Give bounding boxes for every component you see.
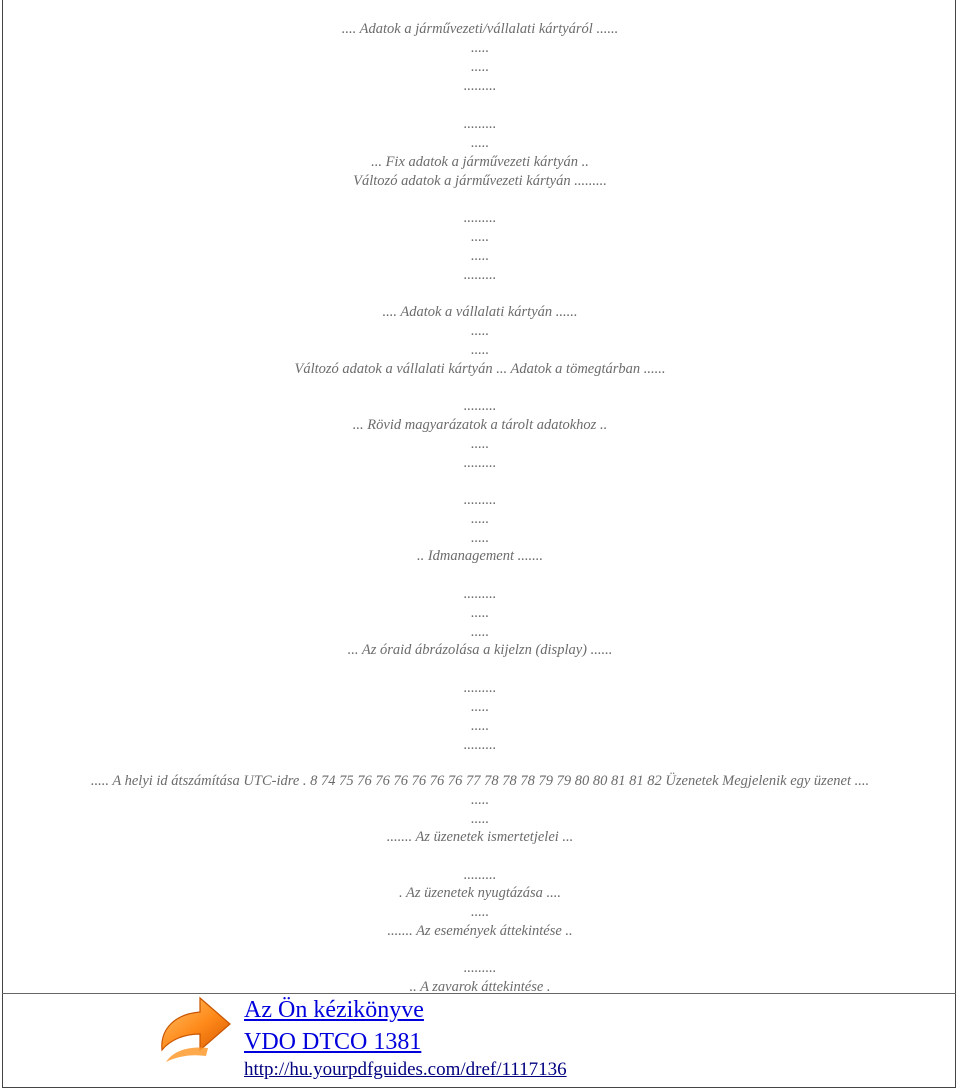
toc-line: .....	[470, 229, 490, 245]
toc-line: .. Idmanagement .......	[416, 548, 544, 564]
toc-line: .....	[470, 605, 490, 621]
arrow-logo-icon	[156, 990, 234, 1070]
toc-line: .....	[470, 342, 490, 358]
manual-link[interactable]: Az Ön kézikönyve	[244, 997, 424, 1023]
toc-line: .....	[470, 511, 490, 527]
toc-line: .........	[463, 960, 497, 976]
guide-url-link[interactable]: http://hu.yourpdfguides.com/dref/1117136	[244, 1059, 567, 1080]
toc-line: ... Fix adatok a járművezeti kártyán ..	[371, 154, 589, 170]
toc-line: .........	[463, 492, 497, 508]
toc-line: .........	[463, 267, 497, 283]
toc-line: .....	[470, 718, 490, 734]
toc-line: Változó adatok a vállalati kártyán ... Adatok a tömegtárban ......	[294, 361, 666, 377]
toc-line: .........	[463, 455, 497, 471]
toc-line: . Az üzenetek nyugtázása ....	[398, 885, 562, 901]
toc-line: ....... Az üzenetek ismertetjelei ...	[386, 829, 574, 845]
toc-line: .....	[470, 248, 490, 264]
toc-line: .... Adatok a járművezeti/vállalati kártyáról ......	[341, 21, 619, 37]
toc-line: .....	[470, 811, 490, 827]
toc-line: .........	[463, 680, 497, 696]
product-link[interactable]: VDO DTCO 1381	[244, 1029, 422, 1055]
toc-line: .........	[463, 398, 497, 414]
toc-line: .....	[470, 59, 490, 75]
footer-divider	[2, 993, 956, 994]
toc-line: .....	[470, 699, 490, 715]
toc-line: ..... A helyi id átszámítása UTC-idre . 8 74 75 76 76 76 76 76 76 77 78 78 78 79 79 80 80 81 81 82 Üzenetek Megjelenik egy üzenet ....	[90, 773, 870, 789]
toc-line: .........	[463, 867, 497, 883]
toc-line: .....	[470, 323, 490, 339]
toc-line: .........	[463, 586, 497, 602]
toc-line: .....	[470, 135, 490, 151]
toc-line: .....	[470, 904, 490, 920]
toc-line: .........	[463, 210, 497, 226]
toc-line: .........	[463, 116, 497, 132]
toc-line: Változó adatok a járművezeti kártyán .........	[353, 173, 607, 189]
toc-line: .....	[470, 530, 490, 546]
toc-line: .....	[470, 792, 490, 808]
toc-line: .....	[470, 40, 490, 56]
toc-line: ... Rövid magyarázatok a tárolt adatokhoz ..	[352, 417, 608, 433]
toc-line: .........	[463, 78, 497, 94]
toc-line: ... Az óraid ábrázolása a kijelzn (display) ......	[347, 642, 613, 658]
toc-line: .....	[470, 436, 490, 452]
toc-line: .... Adatok a vállalati kártyán ......	[382, 304, 578, 320]
toc-line: .. A zavarok áttekintése .	[409, 979, 551, 995]
toc-line: ....... Az események áttekintése ..	[387, 923, 573, 939]
toc-line: .........	[463, 737, 497, 753]
toc-line: .....	[470, 624, 490, 640]
